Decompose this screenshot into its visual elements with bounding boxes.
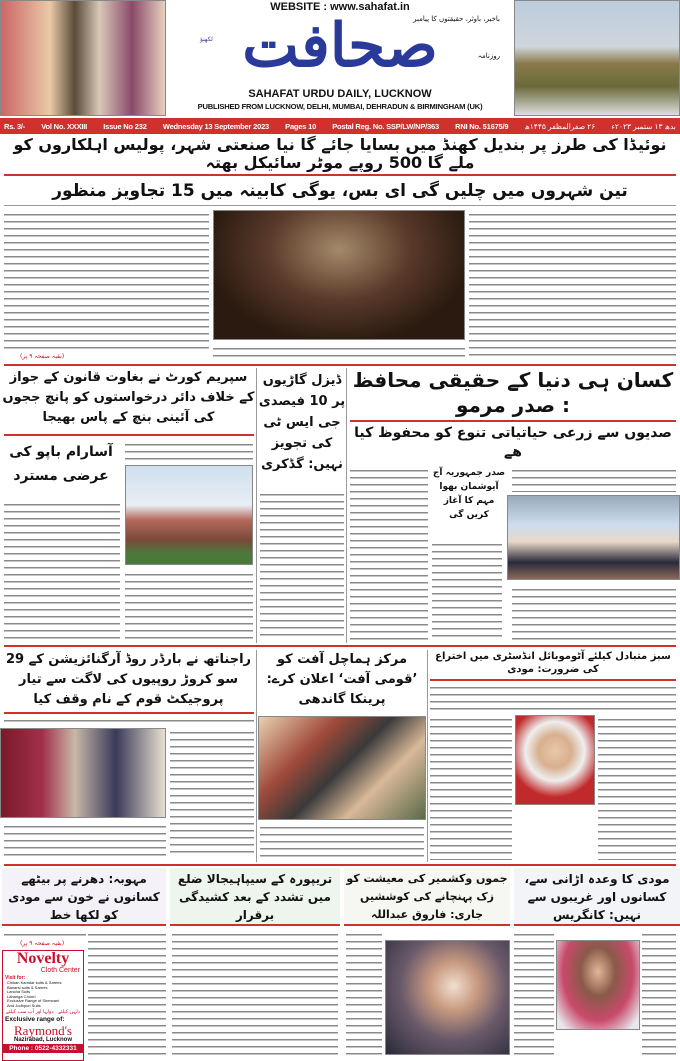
murmu-kicker: صدر جمہوریہ آج آیوشمان بھوا مہم کا آغاز کریں گی — [432, 468, 506, 520]
farooq-headline-box[interactable]: جموں وکشمیر کی معیشت کو زک پہنچانے کی کوششیں جاری: فاروق عبداللہ — [344, 868, 510, 926]
tripura-headline-box[interactable]: تریپورہ کے سیپاہیجالا ضلع میں تشدد کے بعد کشیدگی برقرار — [170, 868, 340, 926]
rajnath-photo — [0, 728, 166, 818]
ad-item: Chikan Kamdar suits & Sarees — [7, 980, 62, 985]
english-name: SAHAFAT URDU DAILY, LUCKNOW — [248, 88, 432, 100]
vol: Vol No. XXXIII — [41, 121, 88, 131]
supreme-court-photo — [125, 465, 253, 565]
pages: Pages 10 — [285, 121, 317, 131]
info-bar — [0, 118, 680, 134]
ad-item: And Jodhpuri Suits — [7, 1002, 41, 1008]
murmu-headline[interactable]: کسان ہی دنیا کے حقیقی محافظ : صدر مرمو — [352, 368, 674, 417]
modi-photo — [515, 715, 595, 805]
lead-body-right — [469, 210, 676, 356]
top-left-photo — [0, 0, 166, 116]
lead-headline[interactable]: نوئیڈا کی طرز پر بندیل کھنڈ میں بسایا جائے گا نیا صنعتی شہر، پولیس اہلکاروں کو ملے گا 500 روپے موٹر سائیکل بھتہ — [13, 135, 667, 172]
published-from: PUBLISHED FROM LUCKNOW, DELHI, MUMBAI, DEHRADUN & BIRMINGHAM (UK) — [197, 102, 483, 111]
ad-item: Exclusive Range of Sherwani — [7, 998, 60, 1004]
murmu-event-photo — [507, 495, 680, 580]
price: Rs. 3/- — [4, 121, 26, 131]
novelty-ad[interactable] — [2, 950, 84, 1061]
ad-brand: Raymond's — [14, 1022, 72, 1038]
ad-item: Lahanga Chunri — [7, 993, 36, 999]
rajnath-headline[interactable]: راجناتھ نے بارڈر روڈ آرگنائزیشن کے 29 سو کروڑ روپیوں کی لاگت سے تیار پروجیکٹ قوم کے نام وقف کیا — [5, 652, 252, 707]
lead-body-mid — [213, 344, 465, 358]
ad-subtitle: Cloth Center — [40, 967, 80, 974]
hijri: ۲۶ صفرالمظفر ۱۴۴۵ھ — [524, 121, 596, 131]
mahoba-headline-box[interactable]: مہوبہ: دھرنے پر بیٹھے کسانوں نے خون سے مودی کو لکھا خط — [2, 868, 166, 926]
priyanka-photo — [258, 716, 426, 820]
diesel-headline[interactable]: ڈیزل گاڑیوں پر 10 فیصدی جی ایس ٹی کی تجویز نہیں: گڈکری — [258, 373, 346, 472]
postal: Postal Reg. No. SSP/LW/NP/363 — [332, 121, 439, 131]
urdu-date: بدھ ۱۳ ستمبر ۲۰۲۳ء — [611, 121, 676, 131]
date: Wednesday 13 September 2023 — [162, 121, 270, 131]
lead-subheadline[interactable]: تین شہروں میں چلیں گی ای بس، یوگی کابینہ میں 15 تجاویز منظور — [52, 181, 628, 201]
ad-urdu-1: دلہن کیلئے — [58, 1008, 80, 1015]
murmu-subheadline[interactable]: صدیوں سے زرعی حیاتیاتی تنوع کو محفوظ کیا ھے — [354, 425, 672, 460]
modi-auto-headline[interactable]: سبز متبادل کیلئے آٹوموبائل انڈسٹری میں اختراع کی ضرورت: مودی — [435, 651, 671, 675]
continued-label: (بقیہ صفحہ ۹ پر) — [20, 353, 65, 360]
masthead — [170, 0, 510, 116]
issue: Issue No 232 — [103, 121, 147, 131]
sc-headline[interactable]: سپریم کورٹ نے بغاوت قانون کے جواز کے خلاف دائر درخواستوں کو پانچ ججوں کی آئینی بنچ کے پاس بھیجا — [2, 370, 255, 425]
roznama: روزنامہ — [477, 52, 500, 60]
continued-label: (بقیہ صفحہ ۹ پر) — [20, 940, 65, 947]
ad-urdu-2: دولہا اور آپ سب کیلئے — [6, 1008, 54, 1015]
congress-headline-box[interactable]: مودی کا وعدہ اڑانی سے، کسانوں اور غریبوں سے نہیں: کانگریس — [514, 868, 680, 926]
farooq-abdullah-photo — [385, 940, 510, 1055]
lead-body-left — [4, 210, 209, 350]
ad-phone: Phone : 0522-4332331 — [3, 1044, 83, 1053]
ad-visit: Visit for: — [5, 975, 26, 981]
ad-item: Banarsi suits & Sarees — [7, 984, 48, 990]
website[interactable]: WEBSITE : www.sahafat.in — [270, 1, 410, 13]
rni: RNI No. 51675/9 — [455, 121, 509, 131]
ad-address: Nazirabad, Lucknow — [13, 1036, 72, 1043]
ad-item: Lancha Suits — [7, 989, 31, 995]
asaram-headline[interactable]: آسارام باپو کی عرضی مسترد — [9, 444, 113, 484]
congress-spokesperson-photo — [556, 940, 640, 1030]
cabinet-meeting-photo — [213, 210, 465, 340]
top-right-photo — [514, 0, 680, 116]
city: لکھنؤ — [200, 36, 213, 43]
ad-exclusive: Exclusive range of: — [5, 1015, 65, 1023]
logo: صحافت — [242, 11, 438, 81]
ad-title: Novelty — [16, 950, 70, 967]
himachal-headline[interactable]: مرکز ہماچل آفت کو ’قومی آفت‘ اعلان کرے: پرینکا گاندھی — [266, 652, 418, 707]
tagline: باخبر، باوثر، حقیقتوں کا پیامبر — [413, 15, 500, 23]
